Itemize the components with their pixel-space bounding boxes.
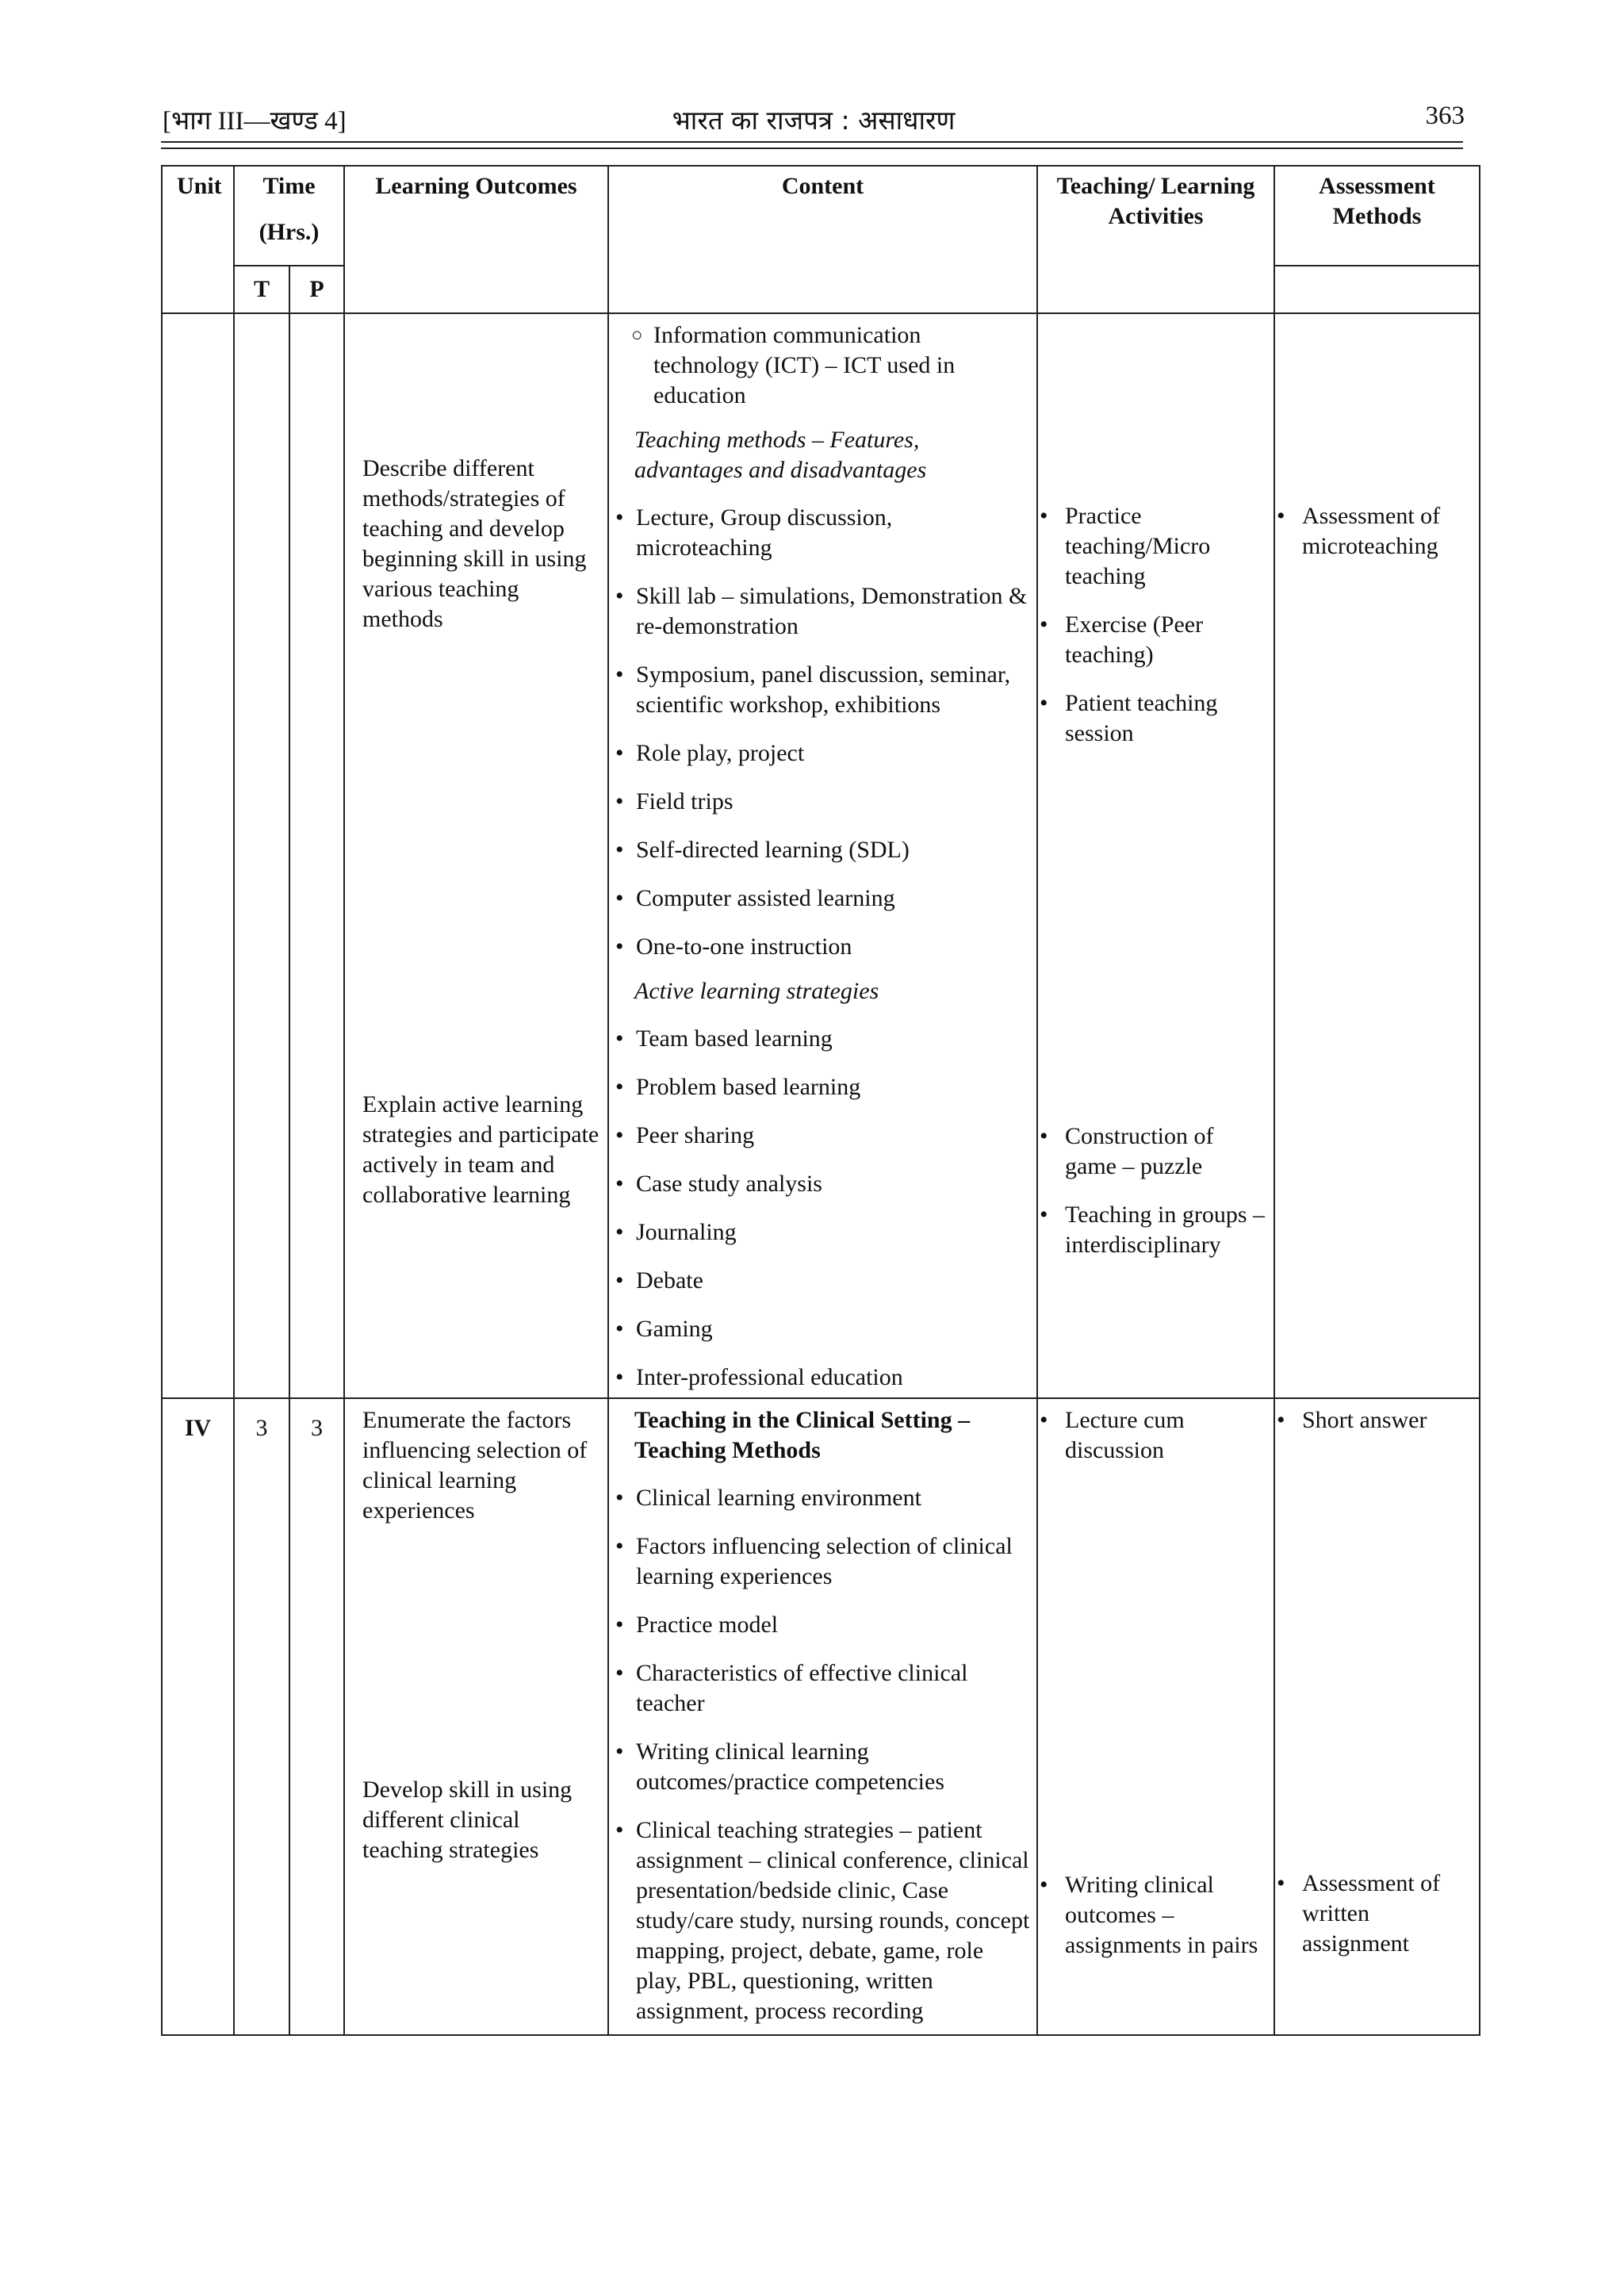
syllabus-table: [161, 165, 1480, 2036]
list-item: • Role play, project: [614, 738, 1032, 769]
list-item: • Exercise (Peer teaching): [1038, 610, 1270, 670]
list-item: • Factors influencing selection of clinical learning experiences: [614, 1531, 1032, 1592]
content-cell: [608, 313, 1037, 1398]
col-header-assessment: Assessment Methods: [1274, 166, 1480, 266]
learning-outcomes-cell: [344, 313, 608, 1398]
list-item: • Symposium, panel discussion, seminar, scientific workshop, exhibitions: [614, 660, 1032, 720]
t-cell: 3: [234, 1398, 289, 2035]
list-item: • Construction of game – puzzle: [1038, 1121, 1270, 1182]
learning-outcomes-cell: [344, 1398, 608, 2035]
outcome-text: Enumerate the factors influencing selection of clinical learning experiences: [362, 1407, 588, 1524]
ict-list: [614, 320, 1032, 411]
section-heading: Teaching in the Clinical Setting – Teaching Methods: [634, 1407, 971, 1463]
assessment-cell: [1274, 1398, 1480, 2035]
table-row: [162, 313, 1480, 1398]
active-learning-heading: Active learning strategies: [634, 978, 879, 1004]
col-header-p: P: [289, 266, 344, 313]
page-number: 363: [1425, 102, 1465, 130]
active-learning-list: [614, 1024, 1032, 1393]
list-item: • Lecture cum discussion: [1038, 1405, 1270, 1466]
list-item: • Inter-professional education: [614, 1363, 1032, 1393]
table-row: [162, 1398, 1480, 2035]
list-item: • Writing clinical outcomes – assignments in pairs: [1038, 1870, 1270, 1961]
list-item: • Skill lab – simulations, Demonstration & re-demonstration: [614, 581, 1032, 642]
list-item: • Gaming: [614, 1314, 1032, 1344]
col-header-content: Content: [608, 166, 1037, 313]
assessment-subheader-blank: [1274, 266, 1480, 313]
content-cell: [608, 1398, 1037, 2035]
t-cell: [234, 313, 289, 1398]
header-section-label: [भाग III—खण्ड 4]: [163, 107, 347, 136]
header-rule-top: [161, 141, 1463, 143]
p-cell: [289, 313, 344, 1398]
teaching-methods-heading: Teaching methods – Features, advantages and disadvantages: [634, 427, 927, 483]
list-item: • Debate: [614, 1266, 1032, 1296]
list-item: • Field trips: [614, 787, 1032, 817]
list-item: • Practice teaching/Micro teaching: [1038, 501, 1270, 592]
unit-cell: IV: [162, 1398, 234, 2035]
list-item: • Lecture, Group discussion, microteaching: [614, 503, 1032, 563]
activities-list: [1038, 1405, 1270, 1466]
table-header-row: [162, 166, 1480, 266]
col-header-time: [234, 166, 344, 266]
list-item: • Assessment of microteaching: [1275, 501, 1476, 562]
col-header-activities: Teaching/ Learning Activities: [1037, 166, 1274, 313]
time-label: Time: [262, 173, 316, 199]
teaching-methods-list: [614, 503, 1032, 962]
p-cell: 3: [289, 1398, 344, 2035]
list-item: • Case study analysis: [614, 1169, 1032, 1199]
list-item: • Teaching in groups – interdisciplinary: [1038, 1200, 1270, 1260]
list-item: • One-to-one instruction: [614, 932, 1032, 962]
activities-list: [1038, 1870, 1270, 1961]
header-rule-bottom: [161, 148, 1463, 149]
list-item: • Journaling: [614, 1217, 1032, 1248]
assessment-list: [1275, 1869, 1476, 1959]
activities-list: [1038, 1121, 1270, 1260]
list-item: • Writing clinical learning outcomes/practice competencies: [614, 1737, 1032, 1797]
assessment-list: [1275, 501, 1476, 562]
assessment-list: [1275, 1405, 1476, 1435]
col-header-t: T: [234, 266, 289, 313]
activities-list: [1038, 501, 1270, 749]
list-item: • Self-directed learning (SDL): [614, 835, 1032, 865]
unit-cell: [162, 313, 234, 1398]
activities-cell: [1037, 1398, 1274, 2035]
list-item: • Team based learning: [614, 1024, 1032, 1054]
activities-cell: [1037, 313, 1274, 1398]
list-item: ○ Information communication technology (ICT) – ICT used in education: [631, 320, 1032, 411]
list-item: • Clinical teaching strategies – patient assignment – clinical conference, clinical presentation/bedside clinic, Case study/care study, nursing rounds, concept mapping, project, debate, game, role play, PBL, questioning, written assignment, process recording: [614, 1815, 1032, 2026]
clinical-methods-list: [614, 1483, 1032, 2026]
page-header: [163, 102, 1465, 141]
outcome-text: Develop skill in using different clinical teaching strategies: [362, 1777, 573, 1863]
list-item: • Computer assisted learning: [614, 884, 1032, 914]
hrs-label: (Hrs.): [259, 219, 320, 245]
list-item: • Short answer: [1275, 1405, 1476, 1435]
list-item: • Characteristics of effective clinical teacher: [614, 1658, 1032, 1719]
header-gazette-title: भारत का राजपत्र : असाधारण: [672, 105, 956, 136]
list-item: • Problem based learning: [614, 1072, 1032, 1102]
list-item: • Patient teaching session: [1038, 688, 1270, 749]
list-item: • Assessment of written assignment: [1275, 1869, 1476, 1959]
list-item: • Clinical learning environment: [614, 1483, 1032, 1513]
col-header-learning-outcomes: Learning Outcomes: [344, 166, 608, 313]
assessment-cell: [1274, 313, 1480, 1398]
outcome-text: Describe different methods/strategies of teaching and develop beginning skill in using various teaching methods: [362, 455, 587, 632]
list-item: • Peer sharing: [614, 1121, 1032, 1151]
col-header-unit: Unit: [162, 166, 234, 313]
list-item: • Practice model: [614, 1610, 1032, 1640]
outcome-text: Explain active learning strategies and participate actively in team and collaborative learning: [362, 1091, 599, 1208]
